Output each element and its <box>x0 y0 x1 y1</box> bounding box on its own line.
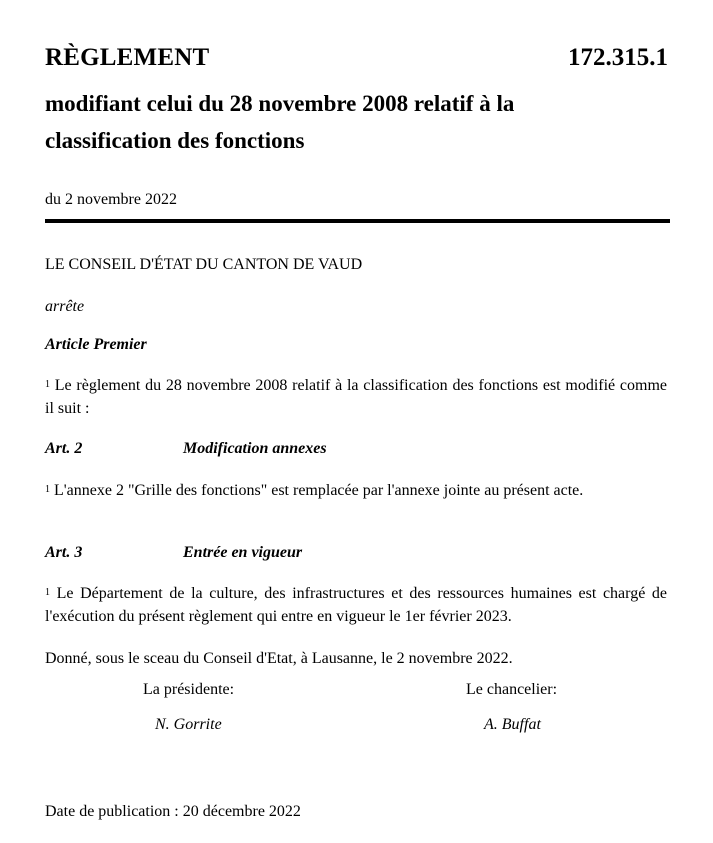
document-type: RÈGLEMENT <box>45 44 210 71</box>
article-3-paragraph <box>45 582 667 628</box>
signatory-role-chancellor: Le chancelier: <box>466 681 558 698</box>
document-title-line-2: classification des fonctions <box>45 128 305 153</box>
article-1-heading: Article Premier <box>45 336 147 353</box>
document-date: du 2 novembre 2022 <box>45 191 177 208</box>
signatory-role-president: La présidente: <box>143 681 235 698</box>
article-1-paragraph <box>45 374 667 420</box>
decree-verb: arrête <box>45 298 85 315</box>
paragraph-number: 1 <box>45 484 50 495</box>
signatory-name-chancellor: A. Buffat <box>484 716 541 733</box>
article-3-text: Le Département de la culture, des infrastructures et des ressources humaines est chargé de l'exécution du présent règlement qui entre en vigueur le 1er février 2023. <box>45 585 668 625</box>
given-under-seal: Donné, sous le sceau du Conseil d'Etat, à Lausanne, le 2 novembre 2022. <box>45 650 513 667</box>
article-2-text: L'annexe 2 "Grille des fonctions" est remplacée par l'annexe jointe au présent acte. <box>54 482 584 499</box>
article-3-title: Entrée en vigueur <box>183 544 303 561</box>
article-2-title: Modification annexes <box>183 440 327 457</box>
paragraph-number: 1 <box>45 379 50 390</box>
paragraph-number: 1 <box>45 587 50 598</box>
article-1-text: Le règlement du 28 novembre 2008 relatif à la classification des fonctions est modifié comme il suit : <box>45 377 667 417</box>
article-2-heading: Art. 2 <box>45 440 83 457</box>
header-divider <box>45 219 670 223</box>
article-2-paragraph <box>45 479 667 502</box>
signatory-name-president: N. Gorrite <box>155 716 222 733</box>
issuing-authority: LE CONSEIL D'ÉTAT DU CANTON DE VAUD <box>45 256 363 273</box>
document-number: 172.315.1 <box>568 44 668 71</box>
publication-date: Date de publication : 20 décembre 2022 <box>45 803 301 820</box>
document-title-line-1: modifiant celui du 28 novembre 2008 relatif à la <box>45 91 515 116</box>
article-3-heading: Art. 3 <box>45 544 83 561</box>
